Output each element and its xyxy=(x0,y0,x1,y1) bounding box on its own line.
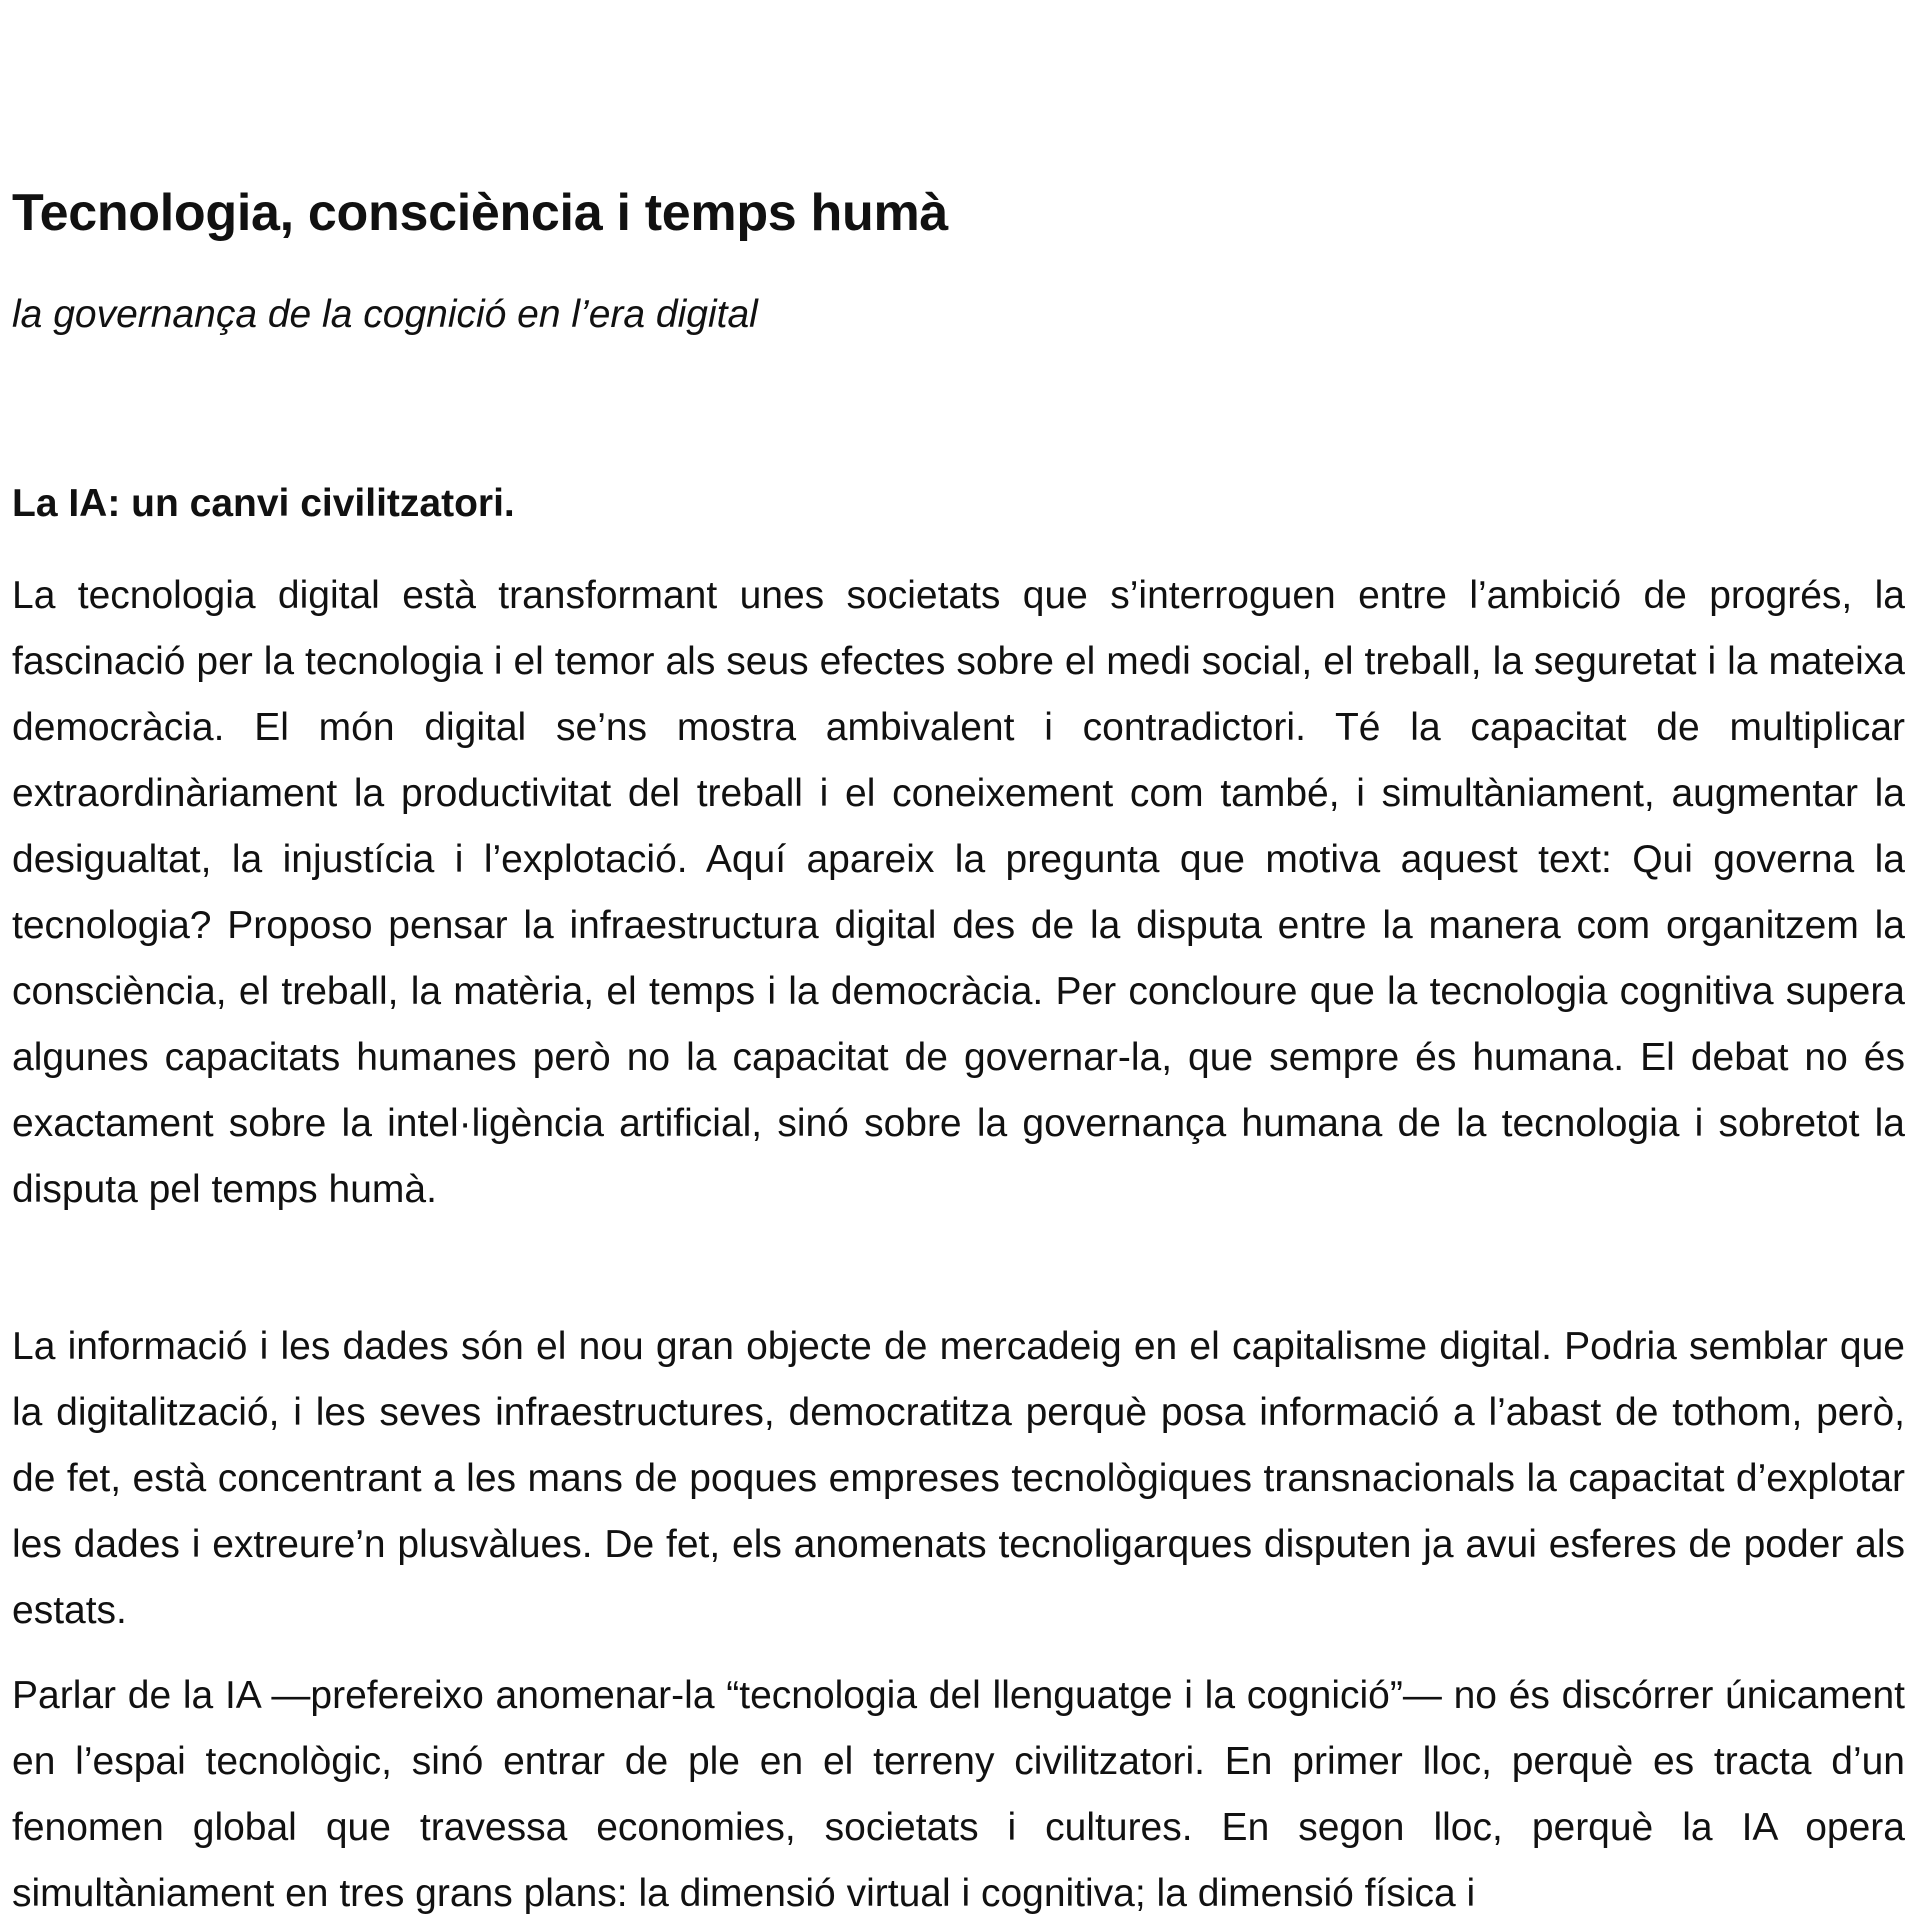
paragraph-3: Parlar de la IA —prefereixo anomenar-la “tecnologia del llenguatge i la cognició”— no és discórrer únicament en l’espai tecnològic, sinó entrar de ple en el terreny civilitzatori. En primer lloc, perquè es tracta d’un fenomen global que travessa economies, societats i cultures. En segon lloc, perquè la IA opera simultàniament en tres grans plans: la dimensió virtual i cognitiva; la dimensió física i xyxy=(12,1674,1905,1915)
paragraph-1: La tecnologia digital està transformant unes societats que s’interroguen entre l’ambició de progrés, la fascinació per la tecnologia i el temor als seus efectes sobre el medi social, el treball, la seguretat i la mateixa democràcia. El món digital se’ns mostra ambivalent i contradictori. Té la capacitat de multiplicar extraordinàriament la productivitat del treball i el coneixement com també, i simultàniament, augmentar la desigualtat, la injustícia i l’explotació. Aquí apareix la pregunta que motiva aquest text: Qui governa la tecnologia? Proposo pensar la infraestructura digital des de la disputa entre la manera com organitzem la consciència, el treball, la matèria, el temps i la democràcia. Per concloure que la tecnologia cognitiva supera algunes capacitats humanes però no la capacitat de governar-la, que sempre és humana. El debat no és exactament sobre la intel·ligència artificial, sinó sobre la governança humana de la tecnologia i sobretot la disputa pel temps humà. xyxy=(12,574,1905,1211)
paragraph-2: La informació i les dades són el nou gran objecte de mercadeig en el capitalisme digital. Podria semblar que la digitalització, i les seves infraestructures, democratitza perquè posa informació a l’abast de tothom, però, de fet, està concentrant a les mans de poques empreses tecnològiques transnacionals la capacitat d’explotar les dades i extreure’n plusvàlues. De fet, els anomenats tecnoligarques disputen ja avui esferes de poder als estats. xyxy=(12,1325,1905,1632)
section-heading: La IA: un canvi civilitzatori. xyxy=(12,482,515,525)
document-title: Tecnologia, consciència i temps humà xyxy=(12,184,949,242)
document-subtitle: la governança de la cognició en l’era digital xyxy=(12,293,758,336)
